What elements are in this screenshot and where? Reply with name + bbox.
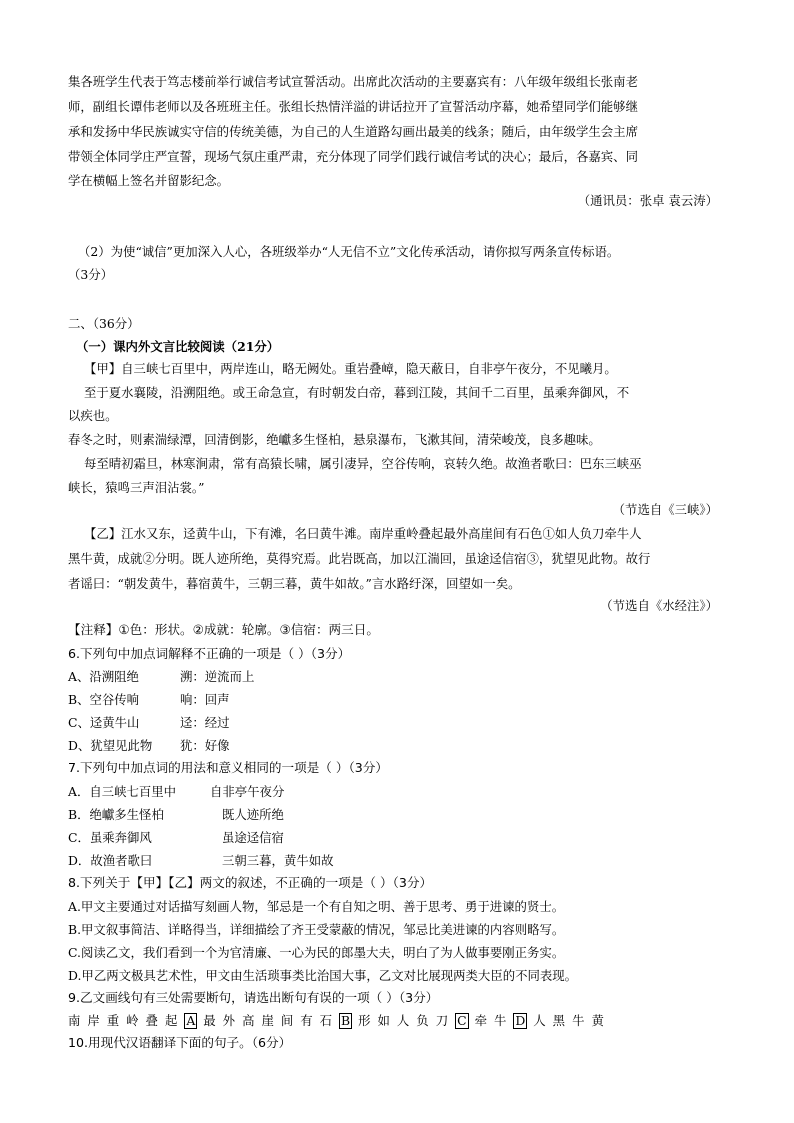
q6-option-a-label: A、沿溯阻绝 <box>68 669 139 684</box>
jia-line-3: 以疾也。 <box>68 408 118 423</box>
news-line-4: 带领全体同学庄严宣誓，现场气氛庄重严肃，充分体现了同学们践行诚信考试的决心；最后，各嘉宾、同 <box>68 149 638 164</box>
yi-line-3: 者谣曰：“朝发黄牛，暮宿黄牛，三朝三暮，黄牛如故。”言水路纡深，回望如一矣。 <box>68 576 521 591</box>
q6-option-c-label: C、迳黄牛山 <box>68 715 140 730</box>
jia-line-1: 【甲】自三峡七百里中，两岸连山，略无阙处。重岩叠嶂，隐天蔽日，自非亭午夜分，不见曦月。 <box>84 361 617 376</box>
yi-line-2: 黑牛黄，成就②分明。既人迹所绝，莫得究焉。此岩既高，加以江湍回，虽途迳信宿③，犹望见此物。故行 <box>68 551 651 566</box>
jia-line-4: 春冬之时，则素湍绿潭，回清倒影，绝巘多生怪柏，悬泉瀑布，飞漱其间，清荣峻茂，良多趣味。 <box>68 432 601 447</box>
q9-mark-a: A <box>186 1013 196 1028</box>
q6-option-b-expl: 响：回声 <box>180 692 230 707</box>
q9-stem: 9.乙文画线句有三处需要断句，请选出断句有误的一项（ ）（3分） <box>68 990 439 1005</box>
q8-option-c: C.阅读乙文，我们看到一个为官清廉、一心为民的郎墨大夫，明白了为人做事要刚正务实。 <box>68 945 565 960</box>
news-line-1: 集各班学生代表于笃志楼前举行诚信考试宣誓活动。出席此次活动的主要嘉宾有：八年级年级组长张南老 <box>68 74 638 89</box>
jia-line-6: 峡长，猿鸣三声泪沾裳。” <box>68 480 205 495</box>
q6-option-b-label: B、空谷传响 <box>68 692 140 707</box>
q9-mark-b: B <box>341 1013 351 1028</box>
q6-option-d-label: D、犹望见此物 <box>68 738 153 753</box>
q7-option-a-expl: 自非亭午夜分 <box>210 784 285 799</box>
q9-mark-d: D <box>515 1013 526 1028</box>
q2-line-1: （2）为使“诚信”更加深入人心，各班级举办“人无信不立”文化传承活动，请你拟写两条宣传标语。 <box>78 244 620 259</box>
q6-option-d-expl: 犹：好像 <box>180 738 230 753</box>
news-line-3: 承和发扬中华民族诚实守信的传统美德，为自己的人生道路勾画出最美的线条；随后，由年级学生会主席 <box>68 124 638 139</box>
jia-line-2: 至于夏水襄陵，沿溯阻绝。或王命急宣，有时朝发白帝，暮到江陵，其间千二百里，虽乘奔御风，不 <box>84 385 630 400</box>
q7-option-d-expl: 三朝三暮，黄牛如故 <box>222 853 334 868</box>
jia-source: （节选自《三峡》） <box>612 502 718 517</box>
q6-option-c-expl: 迳：经过 <box>180 715 230 730</box>
q10-stem: 10.用现代汉语翻译下面的句子。（6分） <box>68 1035 292 1050</box>
yi-source: （节选自《水经注》） <box>600 598 718 613</box>
section-title: 二、（36分） <box>68 316 140 331</box>
q2-line-2: （3分） <box>68 267 114 282</box>
section-subtitle: （一）课内外文言比较阅读（21分） <box>76 339 280 354</box>
q8-option-a: A.甲文主要通过对话描写刻画人物，邹忌是一个有自知之明、善于思考、勇于进谏的贤士。 <box>68 899 565 914</box>
news-line-5: 学在横幅上签名并留影纪念。 <box>68 173 230 188</box>
q7-option-c-expl: 虽途迳信宿 <box>222 830 284 845</box>
q7-stem: 7.下列句中加点词的用法和意义相同的一项是（ ）（3分） <box>68 760 388 775</box>
q7-option-a-label: A．自三峡七百里中 <box>68 784 177 799</box>
q7-option-d-label: D．故渔者歌曰 <box>68 853 153 868</box>
jia-line-5: 每至晴初霜旦，林寒涧肃，常有高猿长啸，属引凄异，空谷传响，哀转久绝。故渔者歌曰：巴东三峡巫 <box>84 456 642 471</box>
q6-option-a <box>68 669 139 685</box>
q7-option-b-expl: 既人迹所绝 <box>222 807 284 822</box>
q9-sentence <box>68 1013 611 1029</box>
q8-stem: 8.下列关于【甲】【乙】两文的叙述，不正确的一项是（ ）（3分） <box>68 875 433 890</box>
q9-segment-1: 南岸重岭叠起 <box>68 1013 185 1028</box>
q9-mark-c: C <box>457 1013 467 1028</box>
q8-option-b: B.甲文叙事简洁、详略得当，详细描绘了齐王受蒙蔽的情况，邹忌比美进谏的内容则略写。 <box>68 922 565 937</box>
q9-segment-3: 形如人负刀 <box>358 1013 456 1028</box>
q7-option-c-label: C．虽乘奔御风 <box>68 830 152 845</box>
q7-option-b-label: B．绝巘多生怪柏 <box>68 807 164 822</box>
yi-line-1: 【乙】江水又东，迳黄牛山，下有滩，名曰黄牛滩。南岸重岭叠起最外高崖间有石色①如人负刀牵牛人 <box>84 526 642 541</box>
q6-option-a-expl: 溯：逆流而上 <box>180 669 255 684</box>
q9-segment-2: 最外高崖间有石 <box>203 1013 340 1028</box>
q9-segment-4: 牵牛 <box>474 1013 514 1028</box>
q8-option-d: D.甲乙两文极具艺术性，甲文由生活琐事类比治国大事，乙文对比展现两类大臣的不同表现。 <box>68 968 578 983</box>
news-credit: （通讯员：张卓 袁云涛） <box>577 193 718 208</box>
news-line-2: 师，副组长谭伟老师以及各班班主任。张组长热情洋溢的讲话拉开了宣誓活动序幕，她希望同学们能够继 <box>68 99 638 114</box>
notes: 【注释】①色：形状。②成就：轮廓。③信宿：两三日。 <box>68 622 379 637</box>
q6-stem: 6.下列句中加点词解释不正确的一项是（ ）（3分） <box>68 646 351 661</box>
q9-segment-5: 人黑牛黄 <box>533 1013 611 1028</box>
